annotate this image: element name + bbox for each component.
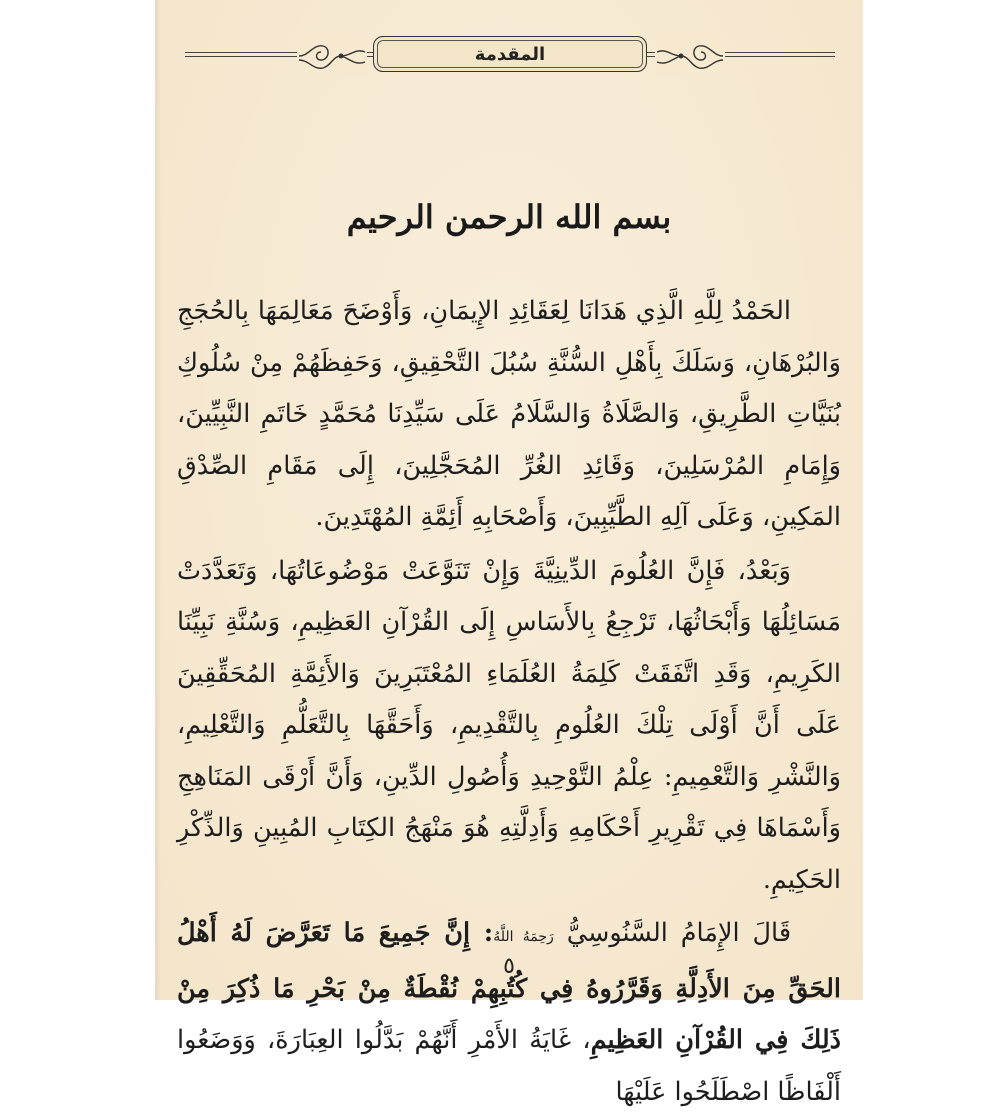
chapter-header xyxy=(185,28,835,76)
page-edge-shadow xyxy=(155,0,161,1000)
chapter-title: المقدمة xyxy=(474,43,546,65)
left-flourish-icon xyxy=(297,34,367,74)
paragraph-2: وَبَعْدُ، فَإِنَّ العُلُومَ الدِّينِيَّةَ وَإِنْ تَنَوَّعَتْ مَوْضُوعَاتُهَا، وَتَعَدَّدَتْ مَسَائِلُهَا وَأَبْحَاثُهَا، تَرْجِعُ بِالأَسَاسِ إِلَى القُرْآنِ العَظِيمِ، وَسُنَّةِ نَبِيِّنَا الكَرِيمِ، وَقَدِ اتَّفَقَتْ كَلِمَةُ العُلَمَاءِ المُعْتَبَرِينَ وَالأَئِمَّةِ المُحَقِّقِينَ عَلَى أَنَّ أَوْلَى تِلْكَ العُلُومِ بِالتَّقْدِيمِ، وَأَحَقَّهَا بِالتَّعَلُّمِ وَالتَّعْلِيمِ، وَالنَّشْرِ وَالتَّعْمِيمِ: عِلْمُ التَّوْحِيدِ وَأُصُولِ الدِّينِ، وَأَنَّ أَرْقَى المَنَاهِجِ وَأَسْمَاهَا فِي تَقْرِيرِ أَحْكَامِهِ وَأَدِلَّتِهِ هُوَ مَنْهَجُ الكِتَابِ المُبِينِ وَالذِّكْرِ الحَكِيمِ. xyxy=(177,555,841,895)
chapter-title-box xyxy=(373,36,647,72)
page-number: ٥ xyxy=(503,954,515,979)
quotation: : إِنَّ جَمِيعَ مَا تَعَرَّضَ لَهُ أَهْلُ الحَقِّ مِنَ الأَدِلَّةِ وَقَرَّرُوهُ فِي كُتُبِهِمْ نُقْطَةٌ مِنْ بَحْرِ مَا ذُكِرَ مِنْ ذَلِكَ فِي القُرْآنِ العَظِيمِ xyxy=(177,918,841,1055)
right-flourish-icon xyxy=(655,34,725,74)
basmala: بسم الله الرحمن الرحيم xyxy=(346,198,672,236)
paragraph-1: الحَمْدُ لِلَّهِ الَّذِي هَدَانَا لِعَقَائِدِ الإِيمَانِ، وَأَوْضَحَ مَعَالِمَهَا بِالحُجَجِ وَالبُرْهَانِ، وَسَلَكَ بِأَهْلِ السُّنَّةِ سُبُلَ التَّحْقِيقِ، وَحَفِظَهُمْ مِنْ سُلُوكِ بُنَيَّاتِ الطَّرِيقِ، وَالصَّلَاةُ وَالسَّلَامُ عَلَى سَيِّدِنَا مُحَمَّدٍ خَاتَمِ النَّبِيِّينَ، وَإِمَامِ المُرْسَلِينَ، وَقَائِدِ الغُرِّ المُحَجَّلِينَ، إِلَى مَقَامِ الصِّدْقِ المَكِينِ، وَعَلَى آلِهِ الطَّيِّبِينَ، وَأَصْحَابِهِ أَئِمَّةِ المُهْتَدِينَ. xyxy=(177,296,841,532)
honorific: رَحِمَهُ اللَّهُ xyxy=(493,929,554,945)
paragraph-3-intro: قَالَ الإِمَامُ السَّنُوسِيُّ xyxy=(566,918,792,948)
book-page xyxy=(155,0,863,1107)
paragraph-3-rest: ، غَايَةُ الأَمْرِ أَنَّهُمْ بَدَّلُوا العِبَارَةَ، وَوَضَعُوا أَلْفَاظًا اصْطَلَحُوا عَلَيْهَا xyxy=(177,1025,841,1107)
paragraph-3 xyxy=(177,908,841,1118)
body-text xyxy=(177,286,841,1118)
